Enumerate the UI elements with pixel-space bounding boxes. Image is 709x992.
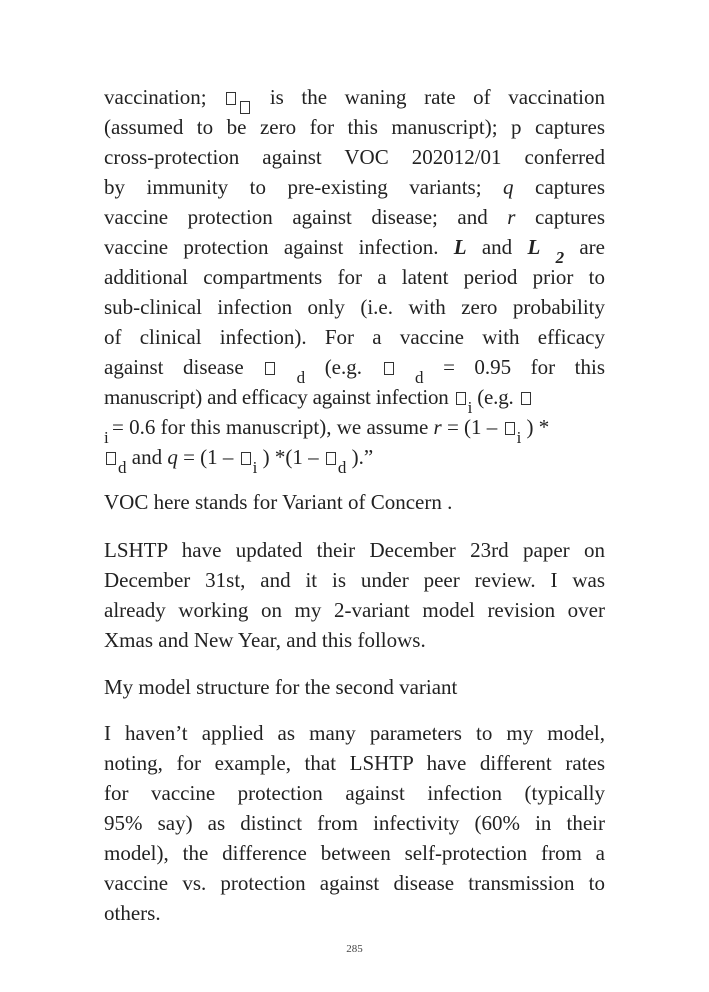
text-fragment: = 0.6 for this manuscript), we assume (111, 415, 429, 439)
text-fragment: = (1 – (183, 445, 234, 469)
paragraph: VOC here stands for Variant of Concern . (104, 490, 453, 514)
math-symbol: q (503, 175, 514, 199)
text-fragment: is the waning rate of vaccination (269, 85, 606, 109)
missing-glyph-icon (326, 452, 336, 465)
text-fragment: against disease (104, 355, 244, 379)
missing-glyph-icon (224, 85, 252, 109)
math-symbol (454, 385, 473, 417)
text-line: 95% say) as distinct from infectivity (60% in their (104, 811, 605, 835)
text-fragment: vaccine protection against infection. (104, 235, 439, 259)
math-symbol (382, 355, 424, 387)
text-fragment: and (481, 235, 513, 259)
text-line: others. (104, 901, 161, 925)
math-symbol: r (433, 415, 442, 439)
math-symbol (104, 445, 127, 477)
math-symbol (503, 415, 522, 447)
math-subscript: d (415, 368, 424, 387)
text-fragment: vaccine protection against disease; and (104, 205, 488, 229)
text-line (104, 202, 605, 232)
text-line: additional compartments for a latent period prior to (104, 265, 605, 289)
text-line: December 31st, and it is under peer review. I was (104, 568, 605, 592)
text-line: noting, for example, that LSHTP have different rates (104, 751, 605, 775)
page-number: 285 (346, 943, 363, 955)
text-line (104, 382, 605, 417)
text-fragment: ) *(1 – (262, 445, 319, 469)
math-subscript: i (516, 428, 522, 447)
text-line: vaccine vs. protection against disease transmission to (104, 871, 605, 895)
text-line: already working on my 2-variant model revision over (104, 598, 605, 622)
text-fragment: captures (535, 205, 606, 229)
text-fragment: ) * (526, 415, 550, 439)
text-line (104, 232, 605, 267)
text-line: (assumed to be zero for this manuscript); p captures (104, 115, 605, 139)
math-symbol: q (167, 445, 178, 469)
math-symbol (527, 235, 565, 267)
text-fragment: manuscript) and efficacy against infection (104, 385, 449, 409)
missing-glyph-icon (265, 362, 275, 375)
math-symbol: L (453, 235, 467, 259)
text-line (104, 442, 605, 477)
text-line (104, 172, 605, 202)
text-fragment: ).” (351, 445, 374, 469)
text-line: sub-clinical infection only (i.e. with zero probability (104, 295, 605, 319)
math-subscript: i (467, 398, 473, 417)
text-fragment: = 0.95 for this (443, 355, 606, 379)
text-fragment: vaccination; (104, 85, 207, 109)
math-subscript: d (337, 458, 347, 477)
math-subscript: i (104, 428, 109, 447)
math-subscript: i (252, 458, 258, 477)
math-subscript: 2 (555, 248, 565, 267)
text-fragment: (e.g. (477, 385, 514, 409)
text-line: I haven’t applied as many parameters to my model, (104, 721, 605, 745)
missing-glyph-icon (241, 452, 251, 465)
text-line: model), the difference between self-protection from a (104, 841, 605, 865)
math-symbol-base: L (527, 235, 541, 259)
missing-glyph-icon (106, 452, 116, 465)
text-fragment: captures (535, 175, 605, 199)
text-line: Xmas and New Year, and this follows. (104, 628, 426, 652)
text-line (104, 412, 605, 447)
text-line: for vaccine protection against infection (typically (104, 781, 605, 805)
text-fragment: (e.g. (324, 355, 363, 379)
text-line: cross-protection against VOC 202012/01 conferred (104, 145, 605, 169)
text-line (104, 82, 605, 112)
text-fragment: = (1 – (446, 415, 498, 439)
text-line: of clinical infection). For a vaccine with efficacy (104, 325, 605, 349)
math-subscript: d (118, 458, 127, 477)
text-line (104, 352, 606, 387)
missing-glyph-icon (384, 362, 394, 375)
math-subscript: d (296, 368, 306, 387)
math-symbol (263, 355, 306, 387)
math-symbol (239, 445, 258, 477)
text-line: LSHTP have updated their December 23rd paper on (104, 538, 605, 562)
math-symbol: r (507, 205, 516, 229)
text-fragment: and (131, 445, 163, 469)
text-fragment: by immunity to pre-existing variants; (104, 175, 482, 199)
missing-glyph-icon (521, 392, 531, 405)
math-symbol (324, 445, 347, 477)
section-heading: My model structure for the second variant (104, 675, 458, 699)
missing-glyph-icon (456, 392, 466, 405)
missing-glyph-icon (505, 422, 515, 435)
text-fragment: are (579, 235, 605, 259)
